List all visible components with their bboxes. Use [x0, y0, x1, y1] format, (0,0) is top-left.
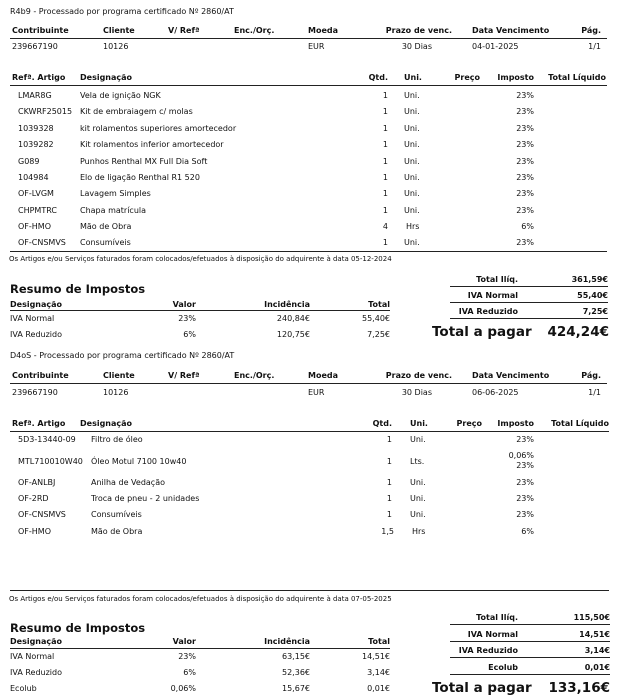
- doc2-hdr-moeda: Moeda: [308, 371, 339, 380]
- grand-total-value: 424,24€: [547, 324, 609, 340]
- item-uni: Uni.: [410, 510, 426, 519]
- item-uni: Uni.: [410, 494, 426, 503]
- item-uni: Uni.: [404, 189, 420, 198]
- item-ref: OF-HMO: [18, 222, 51, 231]
- item-tax: 6%: [521, 527, 534, 536]
- resumo-designacao: IVA Reduzido: [10, 668, 62, 677]
- item-desc: Punhos Renthal MX Full Dia Soft: [80, 157, 208, 166]
- item-ref: 5D3-13440-09: [18, 435, 76, 444]
- item-desc: kit rolamentos superiores amortecedor: [80, 124, 237, 133]
- grand-total-label: Total a pagar: [432, 680, 532, 696]
- doc2-resumo-rule: [10, 648, 390, 649]
- item-tax: 23%: [516, 478, 534, 487]
- resumo-total: 55,40€: [362, 314, 390, 323]
- item-desc: Óleo Motul 7100 10w40: [91, 457, 187, 466]
- item-desc: Consumíveis: [91, 510, 142, 519]
- item-desc: Chapa matrícula: [80, 206, 147, 215]
- doc2-header-rule: [10, 383, 607, 384]
- item-desc: Mão de Obra: [91, 527, 143, 536]
- total-label: Total Ilíq.: [476, 275, 518, 284]
- item-uni: Lts.: [410, 457, 425, 466]
- doc2-col-preco: Preço: [456, 419, 482, 428]
- item-qty: 1: [382, 107, 388, 116]
- doc1-cert-line: R4b9 - Processado por programa certificado Nº 2860/AT: [10, 7, 234, 16]
- total-label: Ecolub: [488, 663, 518, 672]
- item-ref: OF-LVGM: [18, 189, 54, 198]
- item-qty: 1: [382, 173, 388, 182]
- item-uni: Uni.: [404, 107, 420, 116]
- item-ref: 104984: [18, 173, 49, 182]
- resumo-total: 0,01€: [367, 684, 390, 693]
- total-value: 115,50€: [573, 613, 610, 622]
- doc2-resumo-col-incidencia: Incidência: [264, 637, 310, 646]
- item-tax: 23%: [516, 189, 534, 198]
- doc2-val-vencimento: 06-06-2025: [472, 388, 519, 397]
- doc1-col-qtd: Qtd.: [368, 73, 388, 82]
- doc1-col-ref: Refª. Artigo: [12, 73, 66, 82]
- item-tax: 23%: [516, 91, 534, 100]
- item-uni: Uni.: [410, 478, 426, 487]
- doc2-val-moeda: EUR: [308, 388, 325, 397]
- item-tax: 23%: [516, 238, 534, 247]
- item-tax: 23%: [516, 173, 534, 182]
- doc2-hdr-pag: Pág.: [581, 371, 601, 380]
- doc2-col-desc: Designação: [80, 419, 133, 428]
- doc2-col-qtd: Qtd.: [372, 419, 392, 428]
- item-uni: Uni.: [404, 238, 420, 247]
- item-qty: 1: [382, 91, 388, 100]
- item-uni: Uni.: [404, 157, 420, 166]
- item-tax: 23%: [516, 435, 534, 444]
- doc2-val-cliente: 10126: [103, 388, 129, 397]
- doc2-hdr-enc: Enc./Orç.: [234, 371, 275, 380]
- item-ref: LMAR8G: [18, 91, 52, 100]
- doc2-note: Os Artigos e/ou Serviços faturados foram colocados/efetuados à disposição do adquirente à data 07-05-2025: [9, 595, 392, 603]
- doc2-resumo-col-total: Total: [368, 637, 390, 646]
- resumo-valor: 6%: [183, 668, 196, 677]
- total-label: Total Ilíq.: [476, 613, 518, 622]
- item-tax: 23%: [516, 157, 534, 166]
- item-uni: Uni.: [404, 91, 420, 100]
- total-value: 55,40€: [577, 291, 608, 300]
- item-desc: Filtro de óleo: [91, 435, 143, 444]
- resumo-valor: 23%: [178, 652, 196, 661]
- doc2-resumo-col-valor: Valor: [172, 637, 196, 646]
- item-tax: 23%: [516, 124, 534, 133]
- item-tax: 23%: [516, 107, 534, 116]
- resumo-valor: 0,06%: [170, 684, 196, 693]
- item-ref: OF-CNSMVS: [18, 238, 66, 247]
- item-desc: Elo de ligação Renthal R1 520: [80, 173, 200, 182]
- doc1-val-moeda: EUR: [308, 42, 325, 51]
- doc2-cert-line: D4oS - Processado por programa certificado Nº 2860/AT: [10, 351, 235, 360]
- item-ref: OF-HMO: [18, 527, 51, 536]
- doc2-col-ref: Refª. Artigo: [12, 419, 66, 428]
- item-desc: Vela de ignição NGK: [80, 91, 161, 100]
- item-qty: 1,5: [381, 527, 394, 536]
- doc1-resumo-col-incidencia: Incidência: [264, 300, 310, 309]
- total-label: IVA Normal: [467, 291, 518, 300]
- item-ref: 1039328: [18, 124, 54, 133]
- doc1-val-contribuinte: 239667190: [12, 42, 58, 51]
- resumo-incidencia: 63,15€: [282, 652, 310, 661]
- resumo-designacao: IVA Normal: [10, 652, 55, 661]
- item-qty: 1: [382, 206, 388, 215]
- resumo-designacao: IVA Normal: [10, 314, 55, 323]
- item-tax: 23%: [516, 510, 534, 519]
- doc2-items-end-rule: [10, 590, 609, 591]
- item-tax: 23%: [516, 206, 534, 215]
- item-tax-secondary: 23%: [516, 461, 534, 470]
- resumo-valor: 23%: [178, 314, 196, 323]
- doc2-col-total: Total Líquido: [551, 419, 609, 428]
- doc1-hdr-vencimento: Data Vencimento: [472, 26, 550, 35]
- doc2-resumo-title: Resumo de Impostos: [10, 621, 146, 635]
- totals-divider: [450, 657, 610, 658]
- doc1-items-rule: [10, 85, 607, 86]
- doc1-hdr-moeda: Moeda: [308, 26, 339, 35]
- item-qty: 1: [386, 478, 392, 487]
- resumo-incidencia: 52,36€: [282, 668, 310, 677]
- totals-divider: [450, 286, 608, 287]
- total-label: IVA Reduzido: [458, 646, 518, 655]
- doc2-hdr-vref: V/ Refª: [168, 371, 200, 380]
- doc1-col-preco: Preço: [454, 73, 480, 82]
- item-ref: G089: [18, 157, 40, 166]
- doc2-col-imposto: Imposto: [497, 419, 534, 428]
- resumo-designacao: IVA Reduzido: [10, 330, 62, 339]
- resumo-designacao: Ecolub: [10, 684, 37, 693]
- doc1-resumo-title: Resumo de Impostos: [10, 282, 146, 296]
- item-tax: 23%: [516, 140, 534, 149]
- item-uni: Uni.: [404, 124, 420, 133]
- doc2-val-contribuinte: 239667190: [12, 388, 58, 397]
- doc2-resumo-col-designacao: Designação: [10, 637, 63, 646]
- item-qty: 1: [382, 157, 388, 166]
- resumo-incidencia: 120,75€: [276, 330, 310, 339]
- totals-divider: [450, 318, 608, 319]
- resumo-incidencia: 15,67€: [282, 684, 310, 693]
- item-desc: Consumíveis: [80, 238, 131, 247]
- doc2-col-uni: Uni.: [410, 419, 428, 428]
- totals-divider: [450, 674, 610, 675]
- item-qty: 1: [382, 124, 388, 133]
- doc2-hdr-cliente: Cliente: [103, 371, 135, 380]
- item-tax: 23%: [516, 494, 534, 503]
- doc1-resumo-col-total: Total: [368, 300, 390, 309]
- total-value: 14,51€: [579, 630, 610, 639]
- item-desc: Mão de Obra: [80, 222, 132, 231]
- item-uni: Hrs: [412, 527, 426, 536]
- doc2-val-prazo: 30 Dias: [401, 388, 432, 397]
- item-qty: 1: [386, 435, 392, 444]
- item-desc: Kit de embraiagem c/ molas: [80, 107, 193, 116]
- doc1-col-total: Total Líquido: [548, 73, 606, 82]
- doc1-hdr-vref: V/ Refª: [168, 26, 200, 35]
- doc1-hdr-contribuinte: Contribuinte: [12, 26, 69, 35]
- item-ref: CHPMTRC: [18, 206, 57, 215]
- doc2-val-pag: 1/1: [588, 388, 601, 397]
- item-qty: 1: [386, 457, 392, 466]
- totals-divider: [450, 641, 610, 642]
- doc1-resumo-rule: [10, 310, 390, 311]
- item-desc: Troca de pneu - 2 unidades: [91, 494, 200, 503]
- totals-divider: [450, 302, 608, 303]
- doc1-hdr-prazo: Prazo de venc.: [385, 26, 452, 35]
- doc1-resumo-col-designacao: Designação: [10, 300, 63, 309]
- doc2-hdr-vencimento: Data Vencimento: [472, 371, 550, 380]
- item-ref: MTL710010W40: [18, 457, 83, 466]
- total-value: 3,14€: [584, 646, 610, 655]
- total-value: 0,01€: [584, 663, 610, 672]
- item-uni: Hrs: [406, 222, 420, 231]
- item-ref: OF-ANLBJ: [18, 478, 56, 487]
- doc1-note: Os Artigos e/ou Serviços faturados foram colocados/efetuados à disposição do adquirente à data 05-12-2024: [9, 255, 392, 263]
- doc1-val-pag: 1/1: [588, 42, 601, 51]
- doc1-hdr-enc: Enc./Orç.: [234, 26, 275, 35]
- total-label: IVA Reduzido: [458, 307, 518, 316]
- resumo-incidencia: 240,84€: [276, 314, 310, 323]
- resumo-valor: 6%: [183, 330, 196, 339]
- total-value: 7,25€: [582, 307, 608, 316]
- resumo-total: 14,51€: [362, 652, 390, 661]
- total-label: IVA Normal: [467, 630, 518, 639]
- doc1-val-cliente: 10126: [103, 42, 129, 51]
- item-ref: OF-2RD: [18, 494, 49, 503]
- item-qty: 1: [382, 189, 388, 198]
- item-ref: CKWRF25015: [18, 107, 73, 116]
- item-qty: 1: [382, 238, 388, 247]
- resumo-total: 7,25€: [367, 330, 390, 339]
- item-ref: 1039282: [18, 140, 54, 149]
- doc1-col-desc: Designação: [80, 73, 133, 82]
- item-tax: 6%: [521, 222, 534, 231]
- item-qty: 1: [386, 494, 392, 503]
- doc2-items-rule: [10, 431, 609, 432]
- doc1-val-vencimento: 04-01-2025: [472, 42, 519, 51]
- item-qty: 4: [382, 222, 388, 231]
- totals-divider: [450, 624, 610, 625]
- item-uni: Uni.: [404, 140, 420, 149]
- item-ref: OF-CNSMVS: [18, 510, 66, 519]
- item-uni: Uni.: [404, 173, 420, 182]
- total-value: 361,59€: [571, 275, 608, 284]
- doc1-header-rule: [10, 38, 607, 39]
- grand-total-label: Total a pagar: [432, 324, 532, 340]
- item-tax: 0,06%: [508, 451, 534, 460]
- item-desc: Anilha de Vedação: [91, 478, 165, 487]
- doc1-hdr-cliente: Cliente: [103, 26, 135, 35]
- doc1-col-imposto: Imposto: [497, 73, 534, 82]
- doc1-val-prazo: 30 Dias: [401, 42, 432, 51]
- item-uni: Uni.: [410, 435, 426, 444]
- doc2-hdr-contribuinte: Contribuinte: [12, 371, 69, 380]
- item-uni: Uni.: [404, 206, 420, 215]
- doc1-hdr-pag: Pág.: [581, 26, 601, 35]
- doc1-items-end-rule: [10, 251, 607, 252]
- resumo-total: 3,14€: [367, 668, 390, 677]
- doc1-resumo-col-valor: Valor: [172, 300, 196, 309]
- item-qty: 1: [382, 140, 388, 149]
- doc2-hdr-prazo: Prazo de venc.: [385, 371, 452, 380]
- item-qty: 1: [386, 510, 392, 519]
- item-desc: Kit rolamentos inferior amortecedor: [80, 140, 224, 149]
- doc1-col-uni: Uni.: [404, 73, 422, 82]
- grand-total-value: 133,16€: [548, 680, 610, 696]
- item-desc: Lavagem Simples: [80, 189, 151, 198]
